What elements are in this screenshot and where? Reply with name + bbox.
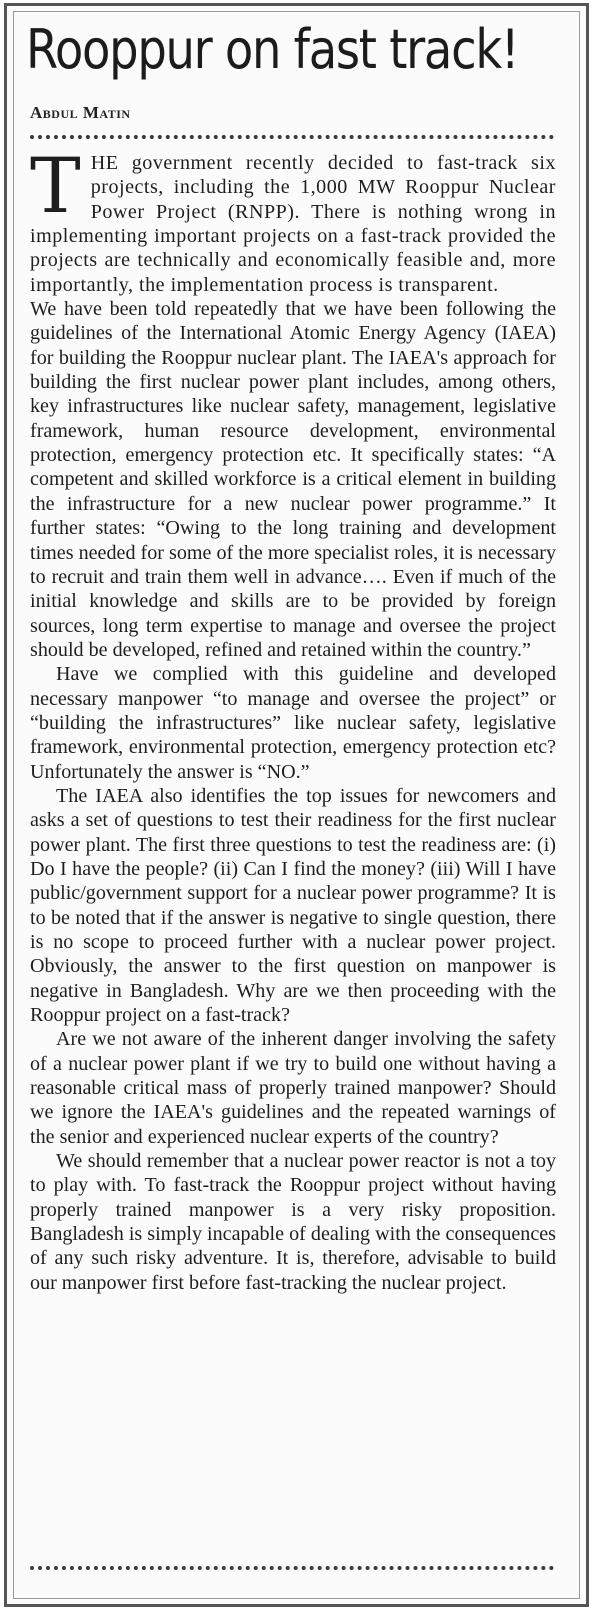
bottom-dotted-divider <box>30 1566 554 1570</box>
headline: Rooppur on fast track! <box>26 18 519 81</box>
article-body <box>30 141 556 1295</box>
paragraph-2: We have been told repeatedly that we have been following the guidelines of the International Atomic Energy Agency (IAEA) for building the Rooppur nuclear plant. The IAEA's approach for building the first nuclear power plant includes, among others, key infrastructures like nuclear safety, management, legislative framework, human resource development, environmental protection, emergency protection etc. It specifically states: “A competent and skilled workforce is a critical element in building the infrastructure for a new nuclear power programme.” It further states: “Owing to the long training and development times needed for some of the more specialist roles, it is necessary to recruit and train them well in advance…. Even if much of the initial knowledge and skills are to be provided by foreign sources, long term expertise to manage and oversee the project should be developed, refined and retained within the country.” <box>30 298 556 661</box>
paragraph-1-text: HE government recently decided to fast-track six projects, including the 1,000 MW Rooppur Nuclear Power Project (RNPP). There is nothing wrong in implementing important projects on a fast-track provided the projects are technically and economically feasible and, more importantly, the implementation process is transparent. <box>30 152 556 296</box>
byline: Abdul Matin <box>30 103 131 122</box>
drop-cap: T <box>30 141 81 230</box>
paragraph-3: Have we complied with this guideline and developed necessary manpower “to manage and oversee the project” or “building the infrastructures” like nuclear safety, legislative framework, environmental protection, emergency protection etc? Unfortunately the answer is “NO.” <box>30 663 556 783</box>
top-dotted-divider <box>30 135 554 139</box>
paragraph-1 <box>30 141 556 297</box>
paragraph-5: Are we not aware of the inherent danger involving the safety of a nuclear power plant if we try to build one without having a reasonable critical mass of properly trained manpower? Should we ignore the IAEA's guidelines and the repeated warnings of the senior and experienced nuclear experts of the country? <box>30 1028 556 1148</box>
paragraph-6: We should remember that a nuclear power reactor is not a toy to play with. To fast-track the Rooppur project without having properly trained manpower is a very risky proposition. Bangladesh is simply incapable of dealing with the consequences of any such risky adventure. It is, therefore, advisable to build our manpower first before fast-tracking the nuclear project. <box>30 1150 556 1294</box>
paragraph-4: The IAEA also identifies the top issues for newcomers and asks a set of questions to test their readiness for the first nuclear power plant. The first three questions to test the readiness are: (i) Do I have the people? (ii) Can I find the money? (iii) Will I have public/government support for a nuclear power programme? It is to be noted that if the answer is negative to single question, there is no scope to proceed further with a nuclear power project. Obviously, the answer to the first question on manpower is negative in Bangladesh. Why are we then proceeding with the Rooppur project on a fast-track? <box>30 784 556 1027</box>
